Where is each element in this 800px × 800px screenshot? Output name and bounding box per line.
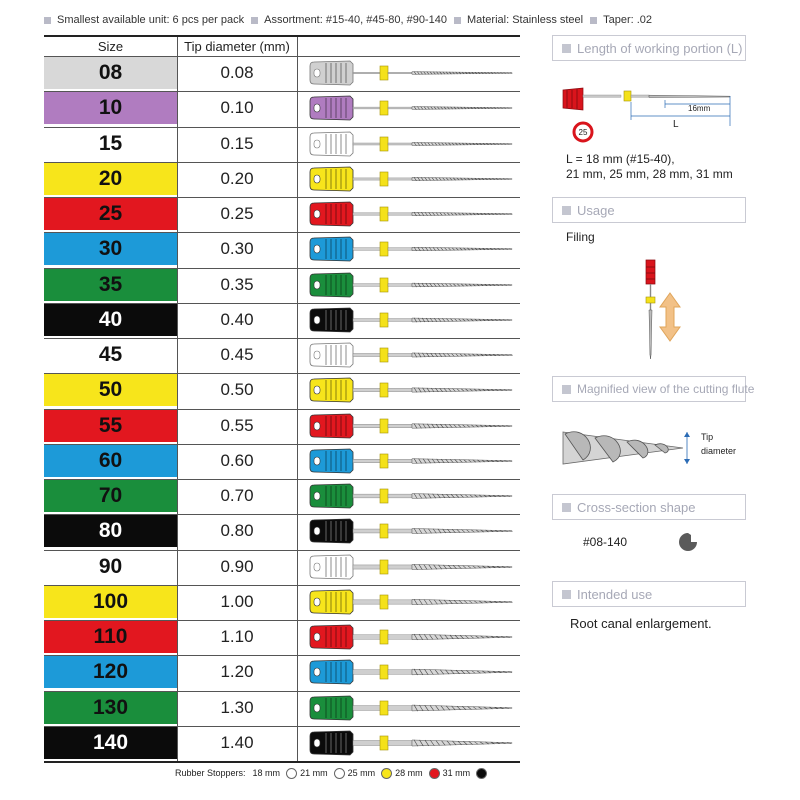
spec-item (44, 14, 244, 26)
tip-diameter-cell: 0.80 (220, 521, 254, 541)
intended-use-panel-header (552, 581, 746, 607)
up-down-arrow-icon (660, 293, 680, 341)
spec-text: Smallest available unit: 6 pcs per pack (57, 14, 245, 26)
bullet-square-icon (590, 17, 597, 24)
file-illustration (306, 445, 516, 477)
table-row (44, 479, 520, 512)
tip-diameter-cell: 0.20 (220, 168, 254, 188)
file-illustration (306, 480, 516, 512)
table-row (44, 550, 520, 583)
table-row (44, 268, 520, 301)
file-illustration (306, 128, 516, 160)
file-illustration (306, 692, 516, 724)
file-illustration (306, 586, 516, 618)
tip-diameter-cell: 1.00 (220, 591, 254, 611)
file-illustration (306, 621, 516, 653)
tip-diameter-cell: 0.45 (220, 345, 254, 364)
size-cell: 50 (44, 374, 177, 406)
size-cell: 30 (44, 233, 177, 265)
length-note-line: 21 mm, 25 mm, 28 mm, 31 mm (566, 167, 733, 181)
file-illustration (306, 410, 516, 442)
tip-diameter-cell: 1.30 (220, 697, 254, 717)
usage-panel-header (552, 197, 746, 223)
table-row (44, 373, 520, 406)
bullet-square-icon (454, 17, 461, 24)
file-illustration (306, 92, 516, 124)
size-cell: 60 (44, 445, 177, 477)
stopper-legend-item (253, 768, 298, 779)
panel-title: Usage (577, 202, 615, 218)
size-cell: 110 (44, 621, 177, 653)
table-row (44, 691, 520, 724)
file-handle (563, 88, 583, 110)
stopper-length: 31 mm (442, 768, 471, 778)
size-cell: 45 (44, 339, 177, 371)
tip-diameter-cell: 0.30 (220, 239, 254, 259)
file-illustration (306, 304, 516, 336)
size-cell: 90 (44, 551, 177, 583)
size-cell: 100 (44, 586, 177, 618)
stopper-color-icon (334, 768, 345, 779)
tip-diameter-cell: 0.70 (220, 486, 254, 505)
stopper-legend-item (348, 768, 393, 779)
stopper-color-icon (476, 768, 487, 779)
size-cell: 25 (44, 198, 177, 230)
bullet-square-icon (562, 590, 571, 599)
tip-diameter-cell: 0.08 (220, 63, 254, 82)
stopper-length: 25 mm (347, 768, 376, 778)
tip-diameter-cell: 1.40 (220, 732, 254, 752)
tip-label: Tip (701, 432, 714, 442)
stopper-color-icon (286, 768, 297, 779)
cutting-flute-diagram (555, 420, 750, 475)
spec-item (590, 14, 652, 26)
intended-use-value: Root canal enlargement. (570, 616, 712, 631)
size-cell: 70 (44, 480, 177, 512)
cutting-flute (649, 95, 730, 97)
length-note (566, 152, 733, 182)
table-row (44, 338, 520, 371)
tip-diameter-cell: 1.20 (220, 662, 254, 682)
size-table (44, 35, 520, 763)
size-cell: 35 (44, 269, 177, 301)
header-tip-diameter: Tip diameter (mm) (184, 39, 290, 54)
tip-diameter-cell: 0.15 (220, 133, 254, 153)
file-illustration (306, 57, 516, 89)
rubber-stopper (646, 297, 655, 303)
file-handle (646, 260, 655, 284)
bullet-square-icon (562, 206, 571, 215)
size-cell: 40 (44, 304, 177, 336)
flute-panel-header (552, 376, 755, 402)
file-illustration (306, 198, 516, 230)
size-cell: 08 (44, 57, 177, 89)
filing-motion-diagram (630, 255, 690, 365)
bullet-square-icon (562, 385, 571, 394)
table-row (44, 127, 520, 160)
tip-diameter-cell: 1.10 (220, 627, 254, 646)
panel-title: Magnified view of the cutting flute (577, 382, 755, 396)
size-cell: 80 (44, 515, 177, 547)
spec-text: Taper: .02 (603, 14, 653, 26)
stopper-color-icon (429, 768, 440, 779)
rubber-stoppers-legend (175, 767, 490, 779)
bullet-square-icon (251, 17, 258, 24)
file-illustration (306, 656, 516, 688)
bullet-square-icon (44, 17, 51, 24)
stopper-length: 21 mm (300, 768, 328, 778)
file-illustration (306, 374, 516, 406)
table-row (44, 197, 520, 230)
spec-bar (44, 12, 659, 28)
table-row (44, 620, 520, 653)
stopper-color-icon (381, 768, 392, 779)
dimension-L-label: L (673, 119, 679, 130)
size-cell: 120 (44, 656, 177, 688)
stopper-legend-item (443, 768, 488, 779)
table-row (44, 232, 520, 265)
usage-value: Filing (566, 230, 595, 244)
panel-title: Cross-section shape (577, 499, 696, 515)
spec-item (251, 14, 447, 26)
file-illustration (306, 163, 516, 195)
size-cell: 130 (44, 692, 177, 724)
size-cell: 10 (44, 92, 177, 124)
tip-label: diameter (701, 446, 737, 456)
spec-text: Assortment: #15-40, #45-80, #90-140 (264, 14, 447, 26)
file-illustration (306, 515, 516, 547)
table-row (44, 655, 520, 688)
length-note-line: L = 18 mm (#15-40), (566, 152, 675, 166)
table-row (44, 409, 520, 442)
tip-diameter-cell: 0.50 (220, 380, 254, 400)
dimension-16mm-label: 16mm (688, 104, 711, 113)
table-row (44, 91, 520, 124)
file-illustration (306, 269, 516, 301)
tip-diameter-cell: 0.60 (220, 450, 254, 470)
working-length-diagram (555, 80, 745, 150)
file-illustration (306, 339, 516, 371)
tip-diameter-cell: 0.25 (220, 204, 254, 223)
tip-diameter-cell: 0.55 (220, 415, 254, 435)
size-cell: 15 (44, 128, 177, 160)
footer-label: Rubber Stoppers: (175, 768, 246, 778)
table-row (44, 726, 520, 759)
table-bottom-rule (44, 761, 520, 763)
stopper-legend-item (300, 768, 345, 779)
file-illustration (306, 727, 516, 759)
cross-section-panel-header (552, 494, 746, 520)
panel-title: Intended use (577, 586, 653, 602)
stopper-legend-item (395, 768, 440, 779)
panel-title: Length of working portion (L) (577, 40, 743, 56)
tip-diameter-cell: 0.35 (220, 274, 254, 294)
file-illustration (306, 233, 516, 265)
rubber-stopper (624, 91, 631, 101)
tip-diameter-cell: 0.90 (220, 556, 254, 576)
table-row (44, 444, 520, 477)
header-size: Size (97, 39, 124, 54)
tip-diameter-cell: 0.10 (220, 98, 254, 118)
table-row (44, 585, 520, 618)
size-cell: 55 (44, 410, 177, 442)
bullet-square-icon (562, 503, 571, 512)
table-row (44, 514, 520, 547)
bullet-square-icon (562, 44, 571, 53)
spec-text: Material: Stainless steel (466, 14, 584, 26)
table-row (44, 162, 520, 195)
length-panel-header (552, 35, 746, 61)
cross-section-shape-icon (677, 531, 699, 553)
stopper-length: 18 mm (252, 768, 281, 778)
badge-label: 25 (578, 128, 588, 137)
table-row (44, 303, 520, 336)
stopper-length: 28 mm (395, 768, 423, 778)
file-illustration (306, 551, 516, 583)
table-row (44, 56, 520, 89)
tip-diameter-cell: 0.40 (220, 309, 254, 329)
spec-item (454, 14, 583, 26)
size-cell: 20 (44, 163, 177, 195)
size-cell: 140 (44, 727, 177, 759)
cross-section-value: #08-140 (583, 535, 628, 549)
